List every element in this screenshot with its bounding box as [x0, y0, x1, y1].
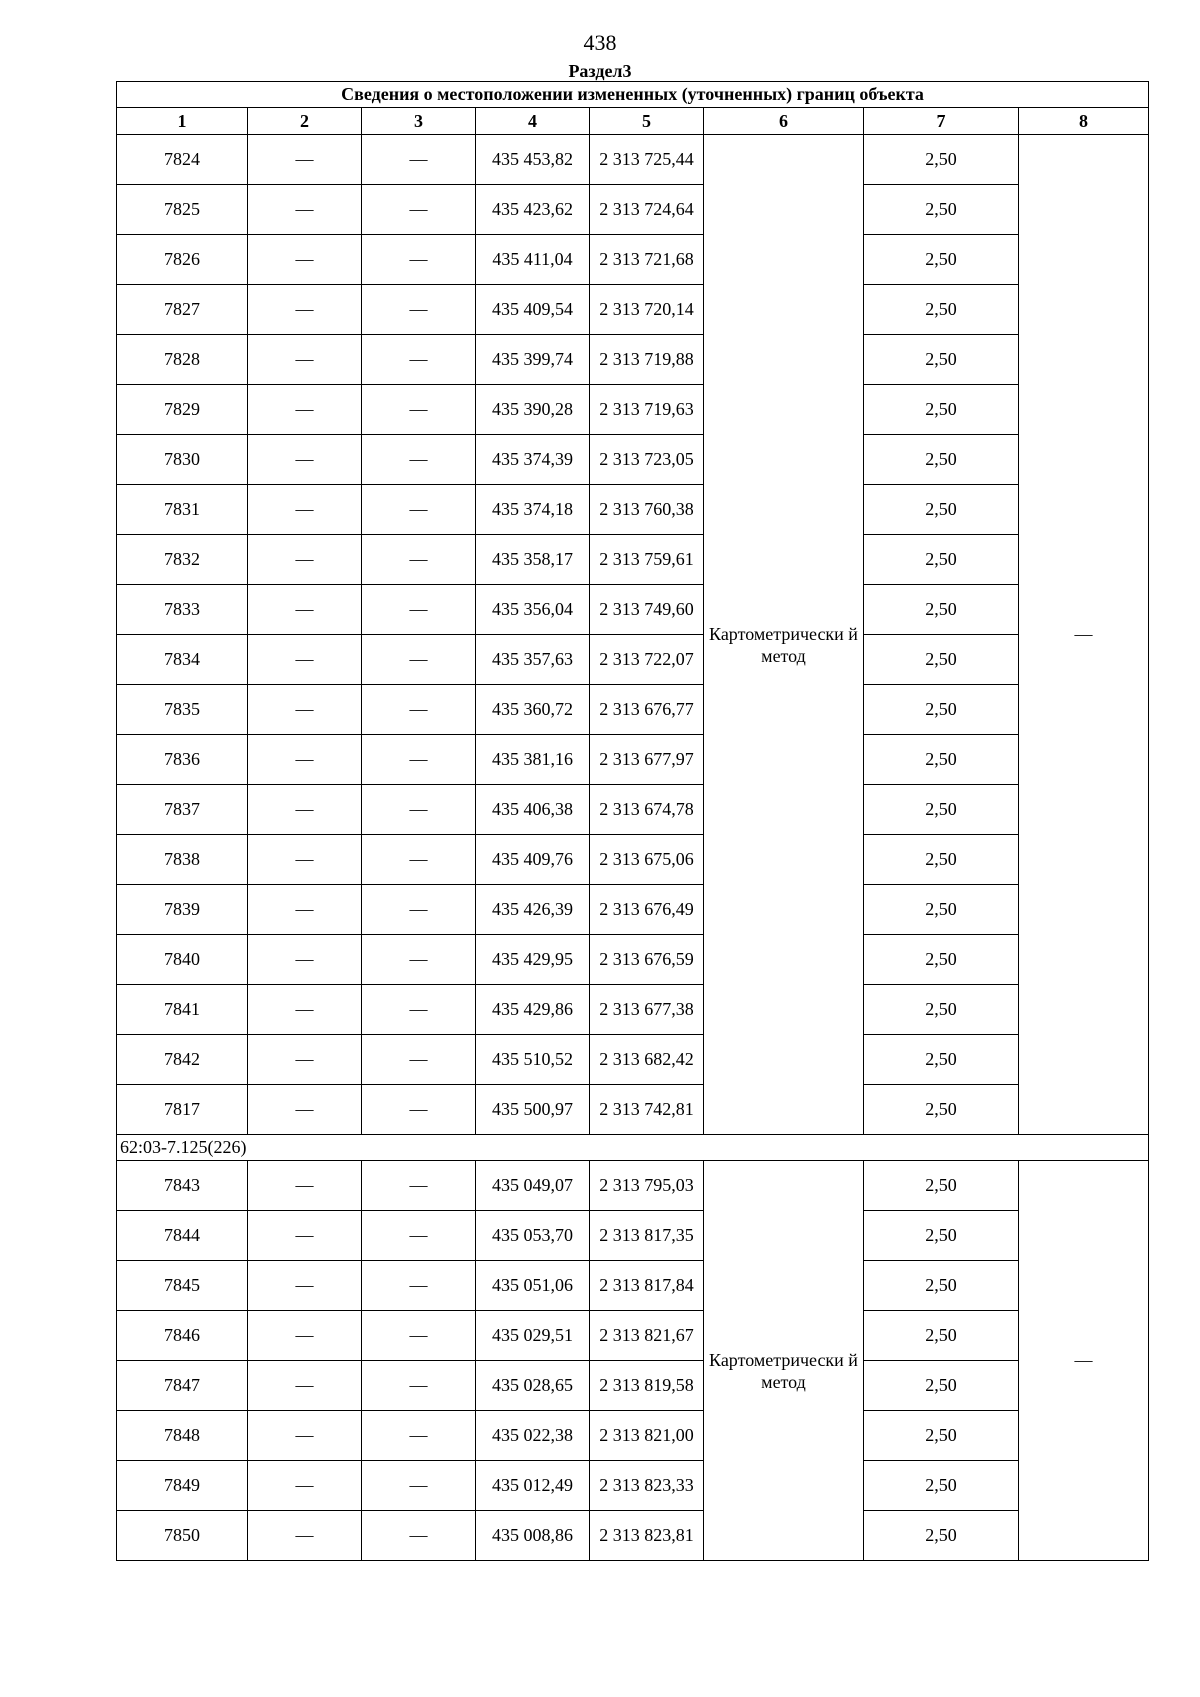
x-coordinate: 435 356,04 [476, 585, 590, 635]
dash-cell: — [362, 335, 476, 385]
dash-cell: — [362, 135, 476, 185]
accuracy-value: 2,50 [864, 1311, 1019, 1361]
y-coordinate: 2 313 676,77 [590, 685, 704, 735]
point-id: 7850 [117, 1511, 248, 1561]
y-coordinate: 2 313 821,00 [590, 1411, 704, 1461]
column-number: 1 [117, 108, 248, 135]
column-number: 4 [476, 108, 590, 135]
dash-cell: — [362, 1261, 476, 1311]
y-coordinate: 2 313 724,64 [590, 185, 704, 235]
accuracy-value: 2,50 [864, 485, 1019, 535]
x-coordinate: 435 360,72 [476, 685, 590, 735]
dash-cell: — [248, 1411, 362, 1461]
page-number: 438 [583, 30, 617, 55]
point-id: 7849 [117, 1461, 248, 1511]
x-coordinate: 435 358,17 [476, 535, 590, 585]
y-coordinate: 2 313 677,97 [590, 735, 704, 785]
dash-cell: — [248, 635, 362, 685]
dash-cell: — [248, 1361, 362, 1411]
dash-cell: — [362, 885, 476, 935]
column-number: 8 [1019, 108, 1149, 135]
y-coordinate: 2 313 742,81 [590, 1085, 704, 1135]
accuracy-value: 2,50 [864, 685, 1019, 735]
table-title: Сведения о местоположении измененных (уточненных) границ объекта [117, 82, 1149, 108]
table-row [117, 1311, 1149, 1361]
point-id: 7836 [117, 735, 248, 785]
accuracy-value: 2,50 [864, 285, 1019, 335]
table-row [117, 685, 1149, 735]
dash-cell: — [362, 685, 476, 735]
table-row [117, 635, 1149, 685]
x-coordinate: 435 357,63 [476, 635, 590, 685]
y-coordinate: 2 313 722,07 [590, 635, 704, 685]
point-id: 7827 [117, 285, 248, 335]
point-id: 7844 [117, 1211, 248, 1261]
dash-cell: — [362, 1361, 476, 1411]
section-label: Раздел3 [568, 61, 632, 81]
column-number: 7 [864, 108, 1019, 135]
table-body [117, 135, 1149, 1561]
point-id: 7848 [117, 1411, 248, 1461]
x-coordinate: 435 409,76 [476, 835, 590, 885]
column-number: 3 [362, 108, 476, 135]
dash-cell: — [362, 835, 476, 885]
dash-cell: — [248, 885, 362, 935]
y-coordinate: 2 313 819,58 [590, 1361, 704, 1411]
x-coordinate: 435 381,16 [476, 735, 590, 785]
dash-cell: — [362, 1511, 476, 1561]
point-id: 7843 [117, 1161, 248, 1211]
dash-cell: — [362, 535, 476, 585]
y-coordinate: 2 313 719,88 [590, 335, 704, 385]
point-id: 7833 [117, 585, 248, 635]
accuracy-value: 2,50 [864, 635, 1019, 685]
x-coordinate: 435 374,18 [476, 485, 590, 535]
point-id: 7835 [117, 685, 248, 735]
dash-cell: — [248, 285, 362, 335]
table-row [117, 835, 1149, 885]
dash-cell: — [362, 385, 476, 435]
dash-cell: — [248, 435, 362, 485]
dash-cell: — [248, 835, 362, 885]
parcel-number: 62:03-7.125(226) [117, 1135, 1149, 1161]
accuracy-value: 2,50 [864, 1411, 1019, 1461]
dash-cell: — [362, 435, 476, 485]
point-id: 7817 [117, 1085, 248, 1135]
table-row [117, 735, 1149, 785]
table-row [117, 1211, 1149, 1261]
dash-cell: — [248, 985, 362, 1035]
table-row [117, 785, 1149, 835]
dash-cell: — [248, 1511, 362, 1561]
dash-cell: — [362, 1311, 476, 1361]
accuracy-value: 2,50 [864, 935, 1019, 985]
point-id: 7840 [117, 935, 248, 985]
point-id: 7834 [117, 635, 248, 685]
column-8-dash: — [1019, 135, 1149, 1135]
table-row [117, 1461, 1149, 1511]
dash-cell: — [362, 485, 476, 535]
point-id: 7830 [117, 435, 248, 485]
dash-cell: — [362, 985, 476, 1035]
x-coordinate: 435 409,54 [476, 285, 590, 335]
x-coordinate: 435 022,38 [476, 1411, 590, 1461]
accuracy-value: 2,50 [864, 1361, 1019, 1411]
point-id: 7847 [117, 1361, 248, 1411]
x-coordinate: 435 453,82 [476, 135, 590, 185]
dash-cell: — [248, 735, 362, 785]
x-coordinate: 435 399,74 [476, 335, 590, 385]
y-coordinate: 2 313 759,61 [590, 535, 704, 585]
table-row [117, 485, 1149, 535]
dash-cell: — [248, 335, 362, 385]
point-id: 7839 [117, 885, 248, 935]
accuracy-value: 2,50 [864, 885, 1019, 935]
dash-cell: — [362, 185, 476, 235]
point-id: 7846 [117, 1311, 248, 1361]
table-row [117, 1161, 1149, 1211]
method-cell: Картометрически й метод [704, 1161, 864, 1561]
dash-cell: — [248, 485, 362, 535]
accuracy-value: 2,50 [864, 1161, 1019, 1211]
point-id: 7824 [117, 135, 248, 185]
dash-cell: — [248, 1311, 362, 1361]
dash-cell: — [248, 1035, 362, 1085]
y-coordinate: 2 313 725,44 [590, 135, 704, 185]
y-coordinate: 2 313 823,33 [590, 1461, 704, 1511]
dash-cell: — [248, 235, 362, 285]
dash-cell: — [248, 135, 362, 185]
table-row [117, 1035, 1149, 1085]
point-id: 7841 [117, 985, 248, 1035]
dash-cell: — [362, 785, 476, 835]
dash-cell: — [362, 235, 476, 285]
dash-cell: — [362, 735, 476, 785]
table-row [117, 1085, 1149, 1135]
x-coordinate: 435 053,70 [476, 1211, 590, 1261]
table-row [117, 535, 1149, 585]
x-coordinate: 435 423,62 [476, 185, 590, 235]
y-coordinate: 2 313 723,05 [590, 435, 704, 485]
x-coordinate: 435 012,49 [476, 1461, 590, 1511]
dash-cell: — [248, 785, 362, 835]
dash-cell: — [248, 385, 362, 435]
table-row [117, 585, 1149, 635]
point-id: 7826 [117, 235, 248, 285]
accuracy-value: 2,50 [864, 335, 1019, 385]
dash-cell: — [362, 1461, 476, 1511]
dash-cell: — [248, 185, 362, 235]
point-id: 7837 [117, 785, 248, 835]
table-row [117, 1261, 1149, 1311]
y-coordinate: 2 313 676,59 [590, 935, 704, 985]
group-header-row [117, 1135, 1149, 1161]
x-coordinate: 435 374,39 [476, 435, 590, 485]
x-coordinate: 435 028,65 [476, 1361, 590, 1411]
accuracy-value: 2,50 [864, 435, 1019, 485]
table-row [117, 985, 1149, 1035]
y-coordinate: 2 313 675,06 [590, 835, 704, 885]
table-row [117, 235, 1149, 285]
x-coordinate: 435 429,95 [476, 935, 590, 985]
y-coordinate: 2 313 821,67 [590, 1311, 704, 1361]
accuracy-value: 2,50 [864, 235, 1019, 285]
dash-cell: — [362, 635, 476, 685]
table-row [117, 285, 1149, 335]
column-8-dash: — [1019, 1161, 1149, 1561]
point-id: 7831 [117, 485, 248, 535]
x-coordinate: 435 406,38 [476, 785, 590, 835]
dash-cell: — [248, 1211, 362, 1261]
x-coordinate: 435 500,97 [476, 1085, 590, 1135]
y-coordinate: 2 313 817,84 [590, 1261, 704, 1311]
table-row [117, 935, 1149, 985]
table-row [117, 185, 1149, 235]
y-coordinate: 2 313 795,03 [590, 1161, 704, 1211]
x-coordinate: 435 390,28 [476, 385, 590, 435]
dash-cell: — [248, 535, 362, 585]
table-row [117, 435, 1149, 485]
table-row [117, 1361, 1149, 1411]
accuracy-value: 2,50 [864, 1461, 1019, 1511]
x-coordinate: 435 008,86 [476, 1511, 590, 1561]
dash-cell: — [362, 285, 476, 335]
column-number: 6 [704, 108, 864, 135]
dash-cell: — [362, 1411, 476, 1461]
dash-cell: — [248, 585, 362, 635]
accuracy-value: 2,50 [864, 985, 1019, 1035]
accuracy-value: 2,50 [864, 835, 1019, 885]
accuracy-value: 2,50 [864, 1085, 1019, 1135]
x-coordinate: 435 049,07 [476, 1161, 590, 1211]
point-id: 7828 [117, 335, 248, 385]
dash-cell: — [362, 1211, 476, 1261]
dash-cell: — [362, 935, 476, 985]
accuracy-value: 2,50 [864, 1035, 1019, 1085]
x-coordinate: 435 426,39 [476, 885, 590, 935]
y-coordinate: 2 313 760,38 [590, 485, 704, 535]
dash-cell: — [362, 1161, 476, 1211]
y-coordinate: 2 313 674,78 [590, 785, 704, 835]
dash-cell: — [248, 1085, 362, 1135]
y-coordinate: 2 313 719,63 [590, 385, 704, 435]
accuracy-value: 2,50 [864, 585, 1019, 635]
column-number: 5 [590, 108, 704, 135]
y-coordinate: 2 313 682,42 [590, 1035, 704, 1085]
y-coordinate: 2 313 823,81 [590, 1511, 704, 1561]
accuracy-value: 2,50 [864, 735, 1019, 785]
y-coordinate: 2 313 720,14 [590, 285, 704, 335]
table-row [117, 335, 1149, 385]
dash-cell: — [362, 585, 476, 635]
x-coordinate: 435 029,51 [476, 1311, 590, 1361]
y-coordinate: 2 313 676,49 [590, 885, 704, 935]
accuracy-value: 2,50 [864, 185, 1019, 235]
accuracy-value: 2,50 [864, 1211, 1019, 1261]
y-coordinate: 2 313 721,68 [590, 235, 704, 285]
column-number: 2 [248, 108, 362, 135]
accuracy-value: 2,50 [864, 135, 1019, 185]
x-coordinate: 435 411,04 [476, 235, 590, 285]
x-coordinate: 435 429,86 [476, 985, 590, 1035]
dash-cell: — [248, 685, 362, 735]
accuracy-value: 2,50 [864, 535, 1019, 585]
accuracy-value: 2,50 [864, 1511, 1019, 1561]
x-coordinate: 435 510,52 [476, 1035, 590, 1085]
dash-cell: — [248, 1261, 362, 1311]
dash-cell: — [248, 1461, 362, 1511]
point-id: 7832 [117, 535, 248, 585]
table-row [117, 385, 1149, 435]
dash-cell: — [248, 1161, 362, 1211]
dash-cell: — [248, 935, 362, 985]
dash-cell: — [362, 1085, 476, 1135]
table-row [117, 1511, 1149, 1561]
accuracy-value: 2,50 [864, 1261, 1019, 1311]
boundary-table [116, 81, 1149, 1561]
y-coordinate: 2 313 749,60 [590, 585, 704, 635]
point-id: 7829 [117, 385, 248, 435]
table-row [117, 135, 1149, 185]
table-row [117, 1411, 1149, 1461]
table-row [117, 885, 1149, 935]
y-coordinate: 2 313 677,38 [590, 985, 704, 1035]
point-id: 7842 [117, 1035, 248, 1085]
point-id: 7825 [117, 185, 248, 235]
point-id: 7845 [117, 1261, 248, 1311]
method-cell: Картометрически й метод [704, 135, 864, 1135]
point-id: 7838 [117, 835, 248, 885]
x-coordinate: 435 051,06 [476, 1261, 590, 1311]
accuracy-value: 2,50 [864, 385, 1019, 435]
accuracy-value: 2,50 [864, 785, 1019, 835]
dash-cell: — [362, 1035, 476, 1085]
y-coordinate: 2 313 817,35 [590, 1211, 704, 1261]
